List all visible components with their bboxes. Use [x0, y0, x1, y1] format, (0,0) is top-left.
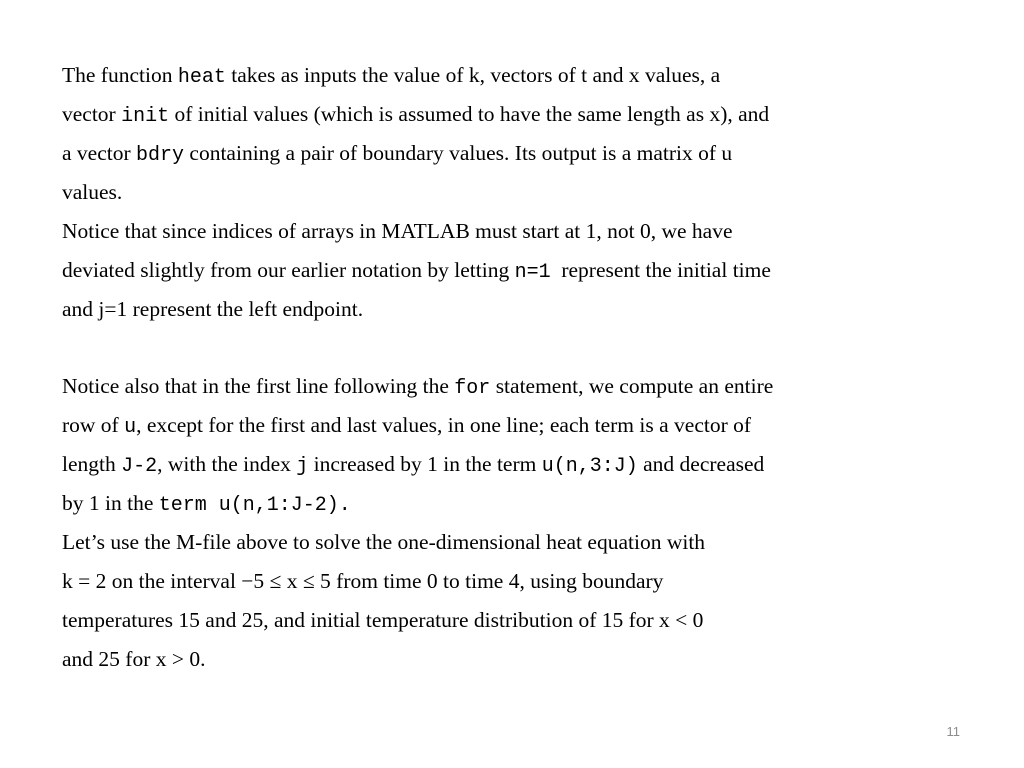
- text-line: [62, 640, 1002, 679]
- inline-code: J-2: [121, 455, 158, 478]
- inline-code: j: [296, 455, 309, 478]
- inline-code: n=1: [514, 261, 551, 284]
- text-segment: and decreased: [637, 452, 765, 476]
- blank-line: [62, 329, 1002, 367]
- text-segment: vector: [62, 102, 122, 126]
- inline-code: init: [121, 105, 170, 128]
- paragraph-3: [62, 367, 1002, 523]
- text-segment: and 25 for x > 0.: [62, 647, 206, 671]
- text-segment: containing a pair of boundary values. Its output is a matrix of u: [184, 141, 733, 165]
- inline-code: for: [454, 377, 491, 400]
- text-segment: statement, we compute an entire: [490, 374, 774, 398]
- text-line: [62, 367, 1002, 406]
- text-segment: a vector: [62, 141, 137, 165]
- text-segment: Notice that since indices of arrays in MATLAB must start at 1, not 0, we have: [62, 219, 733, 243]
- text-line: [62, 484, 1002, 523]
- text-segment: The function: [62, 63, 178, 87]
- inline-code: u(n,3:J): [541, 455, 638, 478]
- inline-code: u: [124, 416, 137, 439]
- inline-code: heat: [177, 66, 226, 89]
- text-line: [62, 406, 1002, 445]
- text-line: [62, 173, 1002, 212]
- text-segment: increased by 1 in the term: [308, 452, 542, 476]
- text-segment: Notice also that in the first line following the: [62, 374, 455, 398]
- text-line: [62, 523, 1002, 562]
- inline-code: term u(n,1:J-2).: [158, 494, 351, 517]
- paragraph-4: [62, 523, 1002, 679]
- text-line: [62, 251, 1002, 290]
- text-segment: values.: [62, 180, 123, 204]
- text-line: [62, 134, 1002, 173]
- text-line: [62, 95, 1002, 134]
- text-segment: Let’s use the M-file above to solve the one-dimensional heat equation with: [62, 530, 706, 554]
- text-segment: length: [62, 452, 122, 476]
- text-segment: takes as inputs the value of k, vectors of t and x values, a: [225, 63, 721, 87]
- text-segment: and j=1 represent the left endpoint.: [62, 297, 364, 321]
- paragraph-1: [62, 56, 1002, 212]
- text-line: [62, 601, 1002, 640]
- text-segment: of initial values (which is assumed to have the same length as x), and: [169, 102, 770, 126]
- text-segment: , with the index: [157, 452, 297, 476]
- text-line: [62, 56, 1002, 95]
- text-line: [62, 212, 1002, 251]
- text-segment: k = 2 on the interval −5 ≤ x ≤ 5 from time 0 to time 4, using boundary: [62, 569, 664, 593]
- text-segment: deviated slightly from our earlier notation by letting: [62, 258, 515, 282]
- text-segment: temperatures 15 and 25, and initial temperature distribution of 15 for x < 0: [62, 608, 704, 632]
- text-line: [62, 445, 1002, 484]
- page-number: 11: [946, 724, 960, 739]
- slide-body: [62, 56, 1002, 679]
- inline-code: bdry: [136, 144, 185, 167]
- paragraph-2: [62, 212, 1002, 329]
- text-segment: , except for the first and last values, in one line; each term is a vector of: [136, 413, 752, 437]
- text-segment: by 1 in the: [62, 491, 159, 515]
- text-segment: row of: [62, 413, 125, 437]
- text-line: [62, 562, 1002, 601]
- text-segment: represent the initial time: [550, 258, 771, 282]
- text-line: [62, 290, 1002, 329]
